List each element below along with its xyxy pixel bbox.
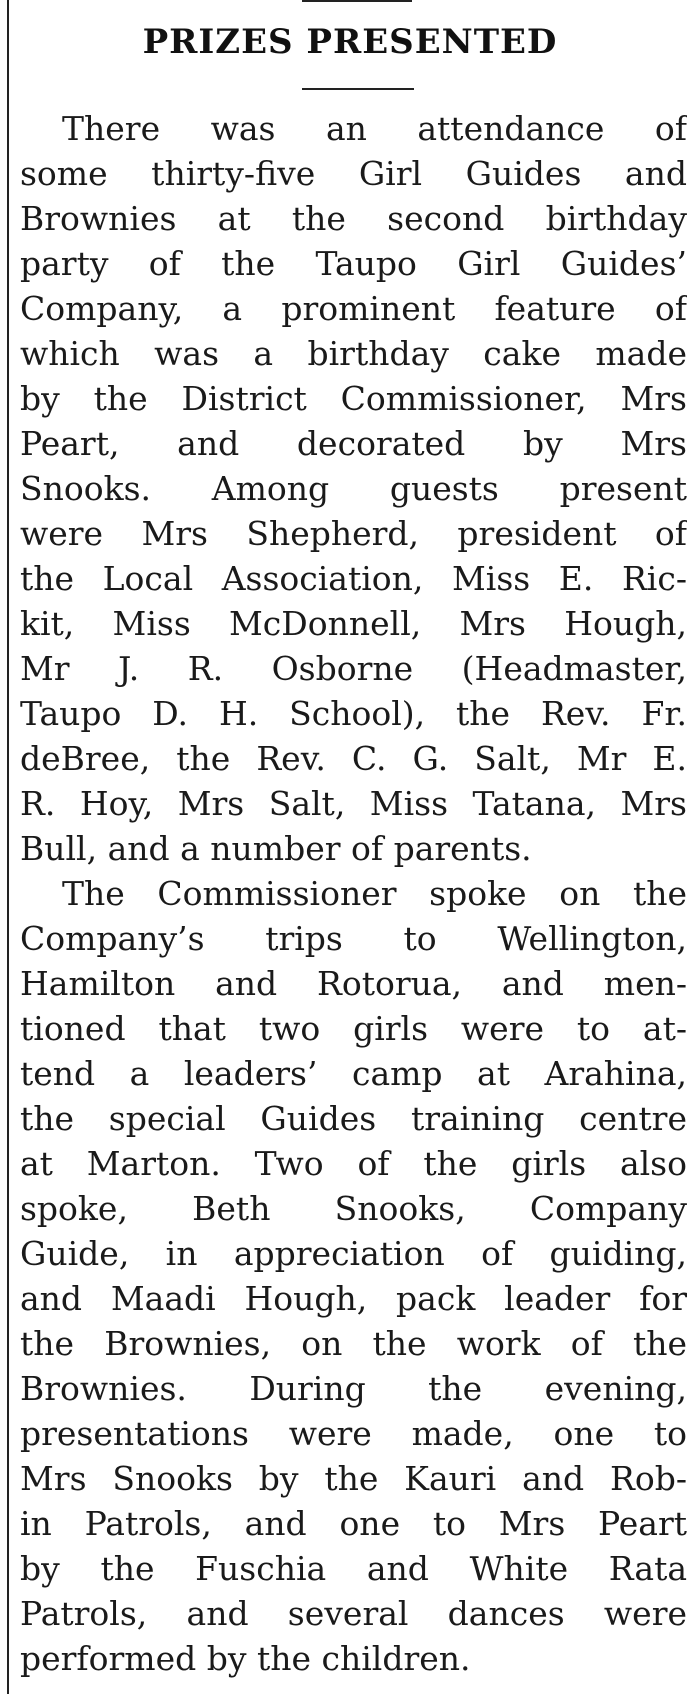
article-line: by the District Commissioner, Mrs (20, 379, 687, 418)
article-body (20, 106, 687, 1681)
headline-divider (302, 88, 414, 90)
article-line: party of the Taupo Girl Guides’ (20, 244, 687, 283)
article-line: the Brownies, on the work of the (20, 1324, 687, 1363)
article-line: tend a leaders’ camp at Arahina, (20, 1054, 687, 1093)
article-line: some thirty-five Girl Guides and (20, 154, 687, 193)
article-line: in Patrols, and one to Mrs Peart (20, 1504, 687, 1543)
article-line: Hamilton and Rotorua, and men- (20, 964, 687, 1003)
article-line: tioned that two girls were to at- (20, 1009, 687, 1048)
article-line: The Commissioner spoke on the (62, 874, 687, 913)
article-line: Mrs Snooks by the Kauri and Rob- (20, 1459, 687, 1498)
article-line: Bull, and a number of parents. (20, 829, 532, 868)
article-line: Snooks. Among guests present (20, 469, 687, 508)
article-line: deBree, the Rev. C. G. Salt, Mr E. (20, 739, 687, 778)
column-rule (7, 0, 9, 1694)
article-line: Company, a prominent feature of (20, 289, 687, 328)
top-divider (302, 0, 412, 2)
article-line: the Local Association, Miss E. Ric- (20, 559, 687, 598)
article-line: and Maadi Hough, pack leader for (20, 1279, 687, 1318)
article-line: Peart, and decorated by Mrs (20, 424, 687, 463)
article-line: Mr J. R. Osborne (Headmaster, (20, 649, 687, 688)
article-line: kit, Miss McDonnell, Mrs Hough, (20, 604, 687, 643)
article-line: Patrols, and several dances were (20, 1594, 687, 1633)
article-line: presentations were made, one to (20, 1414, 687, 1453)
headline: PRIZES PRESENTED (142, 22, 558, 62)
article-line: at Marton. Two of the girls also (20, 1144, 687, 1183)
article-line: Taupo D. H. School), the Rev. Fr. (20, 694, 687, 733)
article-line: R. Hoy, Mrs Salt, Miss Tatana, Mrs (20, 784, 687, 823)
article-line: Brownies at the second birthday (20, 199, 687, 238)
article-line: Brownies. During the evening, (20, 1369, 687, 1408)
article-line: the special Guides training centre (20, 1099, 687, 1138)
article-line: spoke, Beth Snooks, Company (20, 1189, 687, 1228)
article-line: by the Fuschia and White Rata (20, 1549, 687, 1588)
article-line: Company’s trips to Wellington, (20, 919, 687, 958)
article-line: performed by the children. (20, 1639, 471, 1678)
article-line: There was an attendance of (62, 109, 687, 148)
article-line: which was a birthday cake made (20, 334, 687, 373)
article-line: were Mrs Shepherd, president of (20, 514, 687, 553)
article-line: Guide, in appreciation of guiding, (20, 1234, 687, 1273)
